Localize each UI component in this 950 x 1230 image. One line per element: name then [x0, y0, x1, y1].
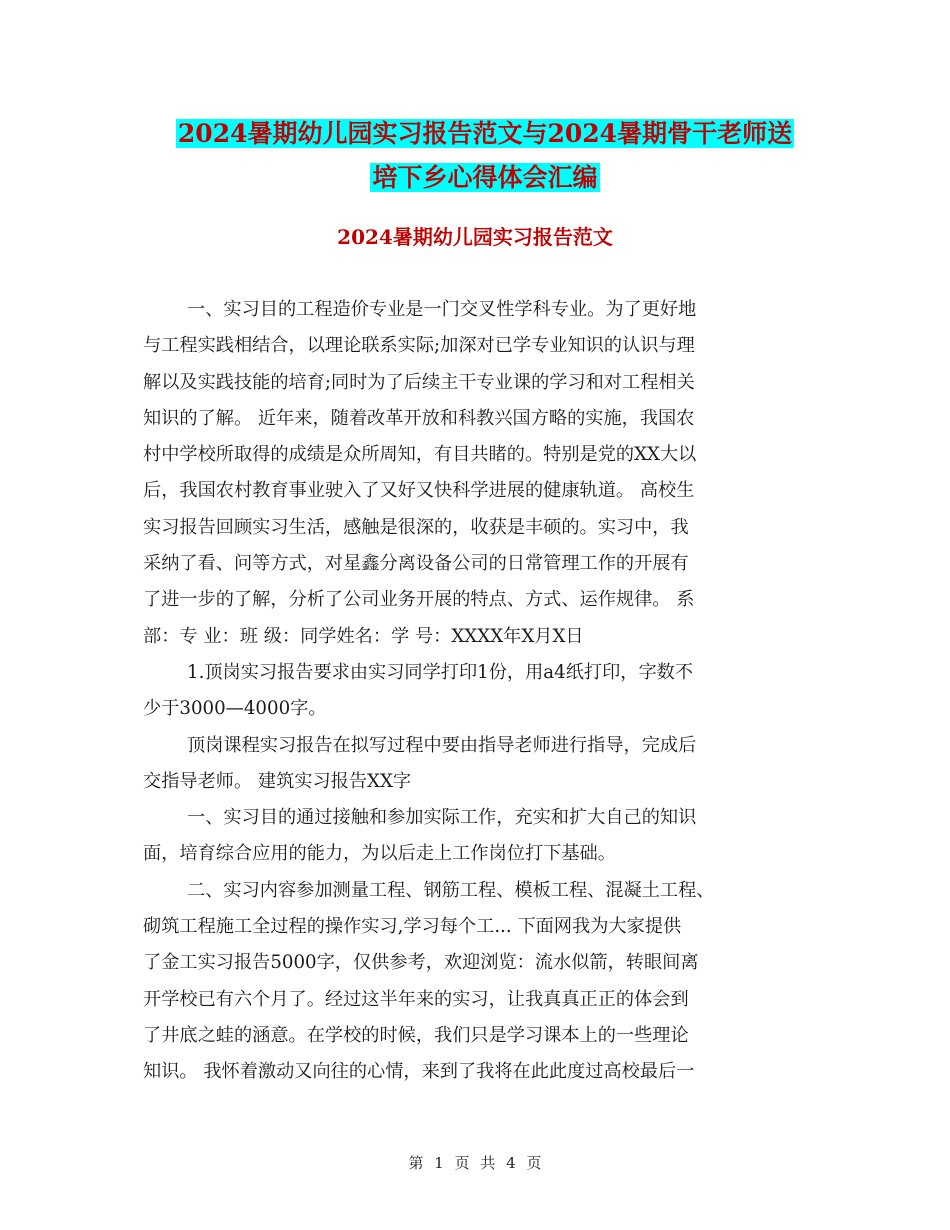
- paragraph-line: 了井底之蛙的涵意。在学校的时候，我们只是学习课本上的一些理论: [143, 1024, 689, 1046]
- title-line-1: 2024暑期幼儿园实习报告范文与2024暑期骨干老师送: [177, 119, 793, 148]
- paragraph-line: 砌筑工程施工全过程的操作实习,学习每个工... 下面网我为大家提供: [143, 916, 682, 938]
- paragraph-line: 部：专 业：班 级：同学姓名：学 号：XXXX年X月X日: [143, 625, 584, 647]
- paragraph-line: 知识。 我怀着激动又向往的心情，来到了我将在此此度过高校最后一: [143, 1061, 695, 1083]
- paragraph-line: 采纳了看、问等方式，对星鑫分离设备公司的日常管理工作的开展有: [143, 553, 689, 575]
- paragraph-line: 解以及实践技能的培育;同时为了后续主干专业课的学习和对工程相关: [143, 371, 695, 393]
- paragraph-line: 交指导老师。 建筑实习报告XX字: [143, 770, 412, 792]
- paragraph-line: 了进一步的了解，分析了公司业务开展的特点、方式、运作规律。 系: [143, 589, 695, 611]
- paragraph-line: 开学校已有六个月了。经过这半年来的实习，让我真真正正的体会到: [143, 988, 689, 1010]
- paragraph-line: 少于3000—4000字。: [143, 698, 327, 720]
- document-title: [140, 112, 830, 200]
- section-title: 2024暑期幼儿园实习报告范文: [337, 225, 613, 249]
- paragraph-line: 了金工实习报告5000字，仅供参考，欢迎浏览：流水似箭，转眼间离: [143, 952, 699, 974]
- paragraph-line: 知识的了解。 近年来，随着改革开放和科教兴国方略的实施，我国农: [143, 407, 695, 429]
- paragraph-line: 后，我国农村教育事业驶入了又好又快科学进展的健康轨道。 高校生: [143, 480, 695, 502]
- paragraph-line: 一、实习目的工程造价专业是一门交叉性学科专业。为了更好地: [187, 299, 697, 320]
- title-line-2: 培下乡心得体会汇编: [372, 163, 598, 192]
- paragraph-line: 面，培育综合应用的能力，为以后走上工作岗位打下基础。: [143, 843, 616, 865]
- page-number-footer: 第 1 页 共 4 页: [408, 1154, 542, 1172]
- body-text: [143, 292, 811, 1091]
- paragraph-line: 1.顶岗实习报告要求由实习同学打印1份，用a4纸打印，字数不: [187, 661, 694, 683]
- paragraph-line: 二、实习内容参加测量工程、钢筋工程、模板工程、混凝土工程、: [187, 879, 715, 901]
- paragraph-line: 实习报告回顾实习生活，感触是很深的，收获是丰硕的。实习中，我: [143, 516, 689, 538]
- paragraph-line: 与工程实践相结合，以理论联系实际;加深对已学专业知识的认识与理: [143, 335, 695, 357]
- paragraph-line: 顶岗课程实习报告在拟写过程中要由指导老师进行指导，完成后: [187, 734, 697, 756]
- paragraph-line: 村中学校所取得的成绩是众所周知，有目共睹的。特别是党的XX大以: [143, 444, 697, 466]
- paragraph-line: 一、实习目的通过接触和参加实际工作，充实和扩大自己的知识: [187, 807, 697, 829]
